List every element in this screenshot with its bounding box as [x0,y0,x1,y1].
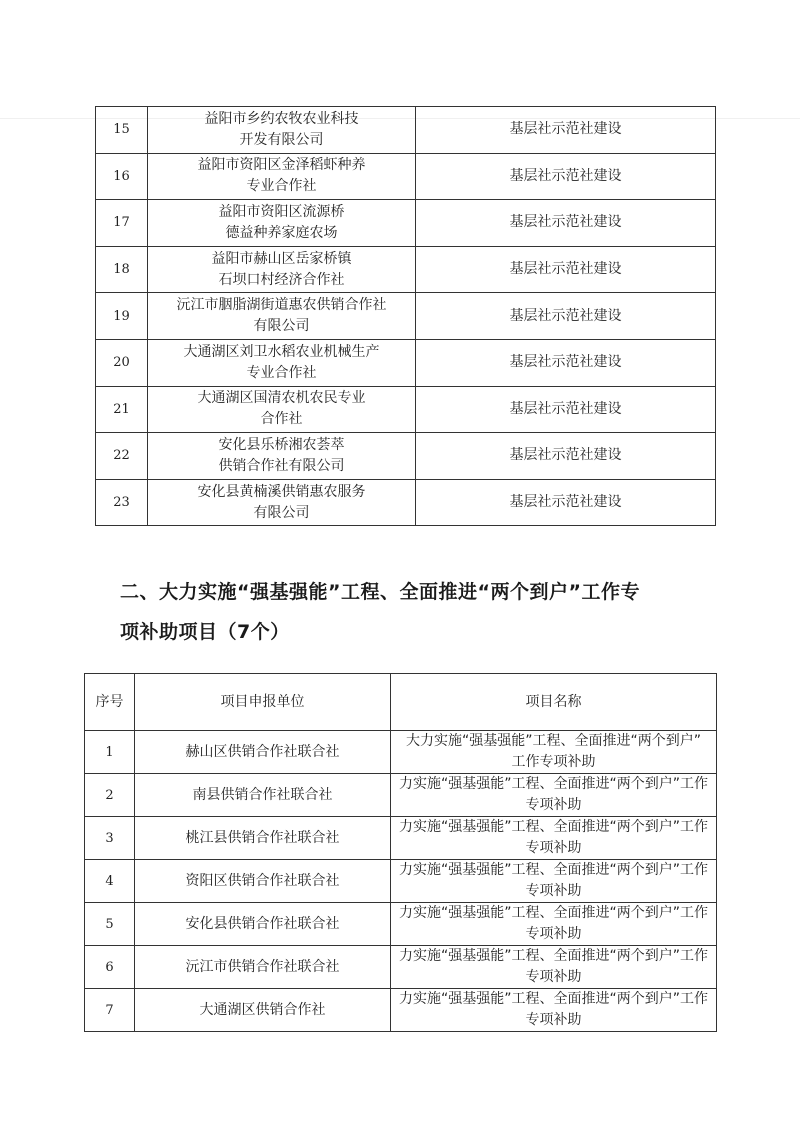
project-name: 力实施“强基强能”工程、全面推进“两个到户”工作 专项补助 [391,946,717,989]
table1-body [96,107,716,526]
row-number: 20 [96,339,148,386]
table-row [96,386,716,433]
project-name: 基层社示范社建设 [416,479,716,526]
table-row [85,731,717,774]
row-number: 21 [96,386,148,433]
applicant-unit: 大通湖区供销合作社 [135,989,391,1032]
row-number: 7 [85,989,135,1032]
project-name: 基层社示范社建设 [416,107,716,154]
table-row [96,433,716,480]
row-number: 17 [96,200,148,247]
row-number: 15 [96,107,148,154]
header-row [85,674,717,731]
applicant-unit: 赫山区供销合作社联合社 [135,731,391,774]
applicant-unit: 安化县黄楠溪供销惠农服务 有限公司 [148,479,416,526]
subsidy-project-table [84,673,717,1032]
project-name: 基层社示范社建设 [416,153,716,200]
applicant-unit: 大通湖区刘卫水稻农业机械生产 专业合作社 [148,339,416,386]
table-row [96,153,716,200]
table-row [85,860,717,903]
table2-body [85,731,717,1032]
project-name: 力实施“强基强能”工程、全面推进“两个到户”工作 专项补助 [391,903,717,946]
project-name: 大力实施“强基强能”工程、全面推进“两个到户” 工作专项补助 [391,731,717,774]
project-name: 基层社示范社建设 [416,339,716,386]
applicant-unit: 安化县乐桥湘农荟萃 供销合作社有限公司 [148,433,416,480]
applicant-unit: 桃江县供销合作社联合社 [135,817,391,860]
row-number: 23 [96,479,148,526]
table-row [96,293,716,340]
column-header-number: 序号 [85,674,135,731]
table-row [85,989,717,1032]
project-name: 力实施“强基强能”工程、全面推进“两个到户”工作 专项补助 [391,860,717,903]
applicant-unit: 大通湖区国清农机农民专业 合作社 [148,386,416,433]
applicant-unit: 沅江市胭脂湖街道惠农供销合作社 有限公司 [148,293,416,340]
project-name: 基层社示范社建设 [416,246,716,293]
section-heading-line-1: 二、大力实施“强基强能”工程、全面推进“两个到户”工作专 [120,581,640,603]
applicant-unit: 益阳市赫山区岳家桥镇 石坝口村经济合作社 [148,246,416,293]
row-number: 19 [96,293,148,340]
section-heading [120,572,720,652]
applicant-unit: 益阳市乡约农牧农业科技 开发有限公司 [148,107,416,154]
row-number: 1 [85,731,135,774]
project-name: 力实施“强基强能”工程、全面推进“两个到户”工作 专项补助 [391,774,717,817]
table-row [96,107,716,154]
project-name: 基层社示范社建设 [416,200,716,247]
row-number: 16 [96,153,148,200]
project-name: 基层社示范社建设 [416,433,716,480]
row-number: 22 [96,433,148,480]
table2-header [85,674,717,731]
table-row [96,246,716,293]
table-row [85,903,717,946]
row-number: 18 [96,246,148,293]
applicant-unit: 益阳市资阳区流源桥 德益种养家庭农场 [148,200,416,247]
applicant-unit: 资阳区供销合作社联合社 [135,860,391,903]
row-number: 3 [85,817,135,860]
row-number: 5 [85,903,135,946]
row-number: 4 [85,860,135,903]
project-name: 力实施“强基强能”工程、全面推进“两个到户”工作 专项补助 [391,817,717,860]
column-header-unit: 项目申报单位 [135,674,391,731]
row-number: 6 [85,946,135,989]
applicant-unit: 益阳市资阳区金泽稻虾种养 专业合作社 [148,153,416,200]
project-name: 基层社示范社建设 [416,386,716,433]
table-row [85,946,717,989]
column-header-project: 项目名称 [391,674,717,731]
table-row [96,479,716,526]
project-name: 基层社示范社建设 [416,293,716,340]
applicant-unit: 沅江市供销合作社联合社 [135,946,391,989]
demonstration-coop-table [95,106,716,526]
applicant-unit: 安化县供销合作社联合社 [135,903,391,946]
applicant-unit: 南县供销合作社联合社 [135,774,391,817]
table-row [85,817,717,860]
project-name: 力实施“强基强能”工程、全面推进“两个到户”工作 专项补助 [391,989,717,1032]
section-heading-line-2: 项补助项目（7个） [120,621,290,643]
table-row [85,774,717,817]
table-row [96,200,716,247]
table-row [96,339,716,386]
row-number: 2 [85,774,135,817]
